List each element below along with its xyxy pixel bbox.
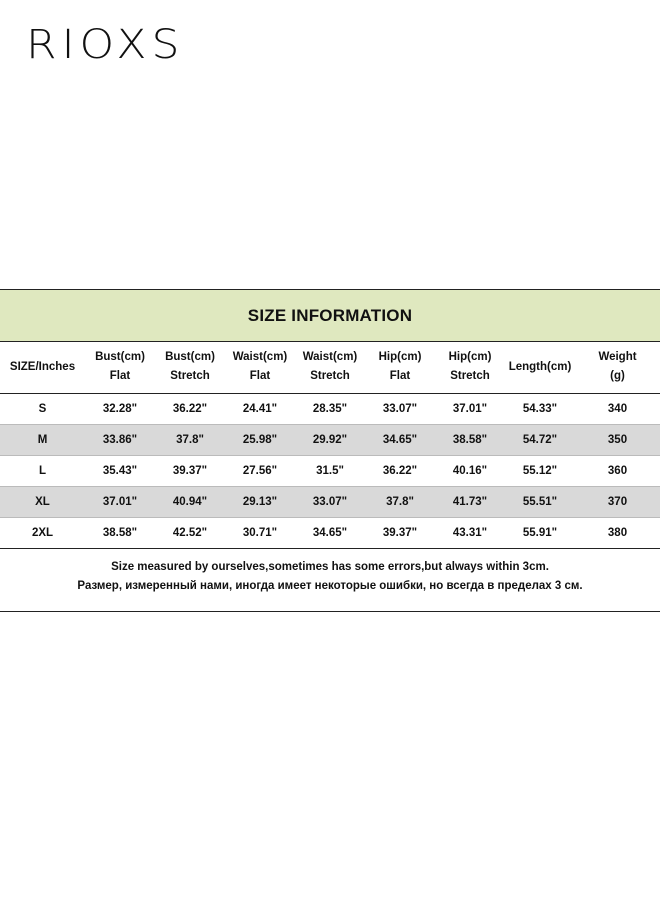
table-body: [0, 393, 660, 548]
table-cell: 33.86": [102, 433, 138, 446]
column-header: [225, 342, 295, 393]
table-cell: 29.92": [312, 433, 348, 446]
table-cell: 380: [607, 526, 628, 539]
table-cell: 40.94": [172, 495, 208, 508]
table-row: [0, 486, 660, 517]
size-label-cell: M: [37, 433, 48, 446]
column-header: [295, 342, 365, 393]
table-cell: 34.65": [312, 526, 348, 539]
column-header-subline: Flat: [109, 370, 131, 383]
column-header-subline: (g): [610, 370, 625, 383]
table-cell: 38.58": [102, 526, 138, 539]
column-header-line: SIZE/Inches: [9, 360, 76, 373]
column-header-line: Waist(cm): [232, 351, 288, 364]
column-header: [85, 342, 155, 393]
table-cell: 34.65": [382, 433, 418, 446]
table-cell: 55.91": [522, 526, 558, 539]
table-row: [0, 424, 660, 455]
column-header-line: Hip(cm): [448, 351, 492, 364]
table-row: [0, 455, 660, 486]
table-cell: 24.41": [242, 402, 278, 415]
column-header-line: Length(cm): [508, 360, 572, 373]
table-header-row: [0, 342, 660, 393]
column-header-subline: Stretch: [310, 370, 350, 383]
size-chart-title: SIZE INFORMATION: [247, 305, 413, 325]
note-russian: Размер, измеренный нами, иногда имеет некоторые ошибки, но всегда в пределах 3 см.: [77, 579, 583, 592]
column-header: [365, 342, 435, 393]
table-cell: 42.52": [172, 526, 208, 539]
table-cell: 370: [607, 495, 628, 508]
column-header-subline: Stretch: [170, 370, 210, 383]
column-header-line: Bust(cm): [95, 351, 145, 364]
table-cell: 37.01": [102, 495, 138, 508]
column-header-subline: Flat: [389, 370, 411, 383]
table-cell: 36.22": [172, 402, 208, 415]
table-cell: 31.5": [316, 464, 344, 477]
column-header-line: Bust(cm): [165, 351, 215, 364]
size-label-cell: 2XL: [31, 526, 54, 539]
column-header: [155, 342, 225, 393]
table-cell: 41.73": [452, 495, 488, 508]
column-header: [505, 342, 575, 393]
table-cell: 55.51": [522, 495, 558, 508]
table-row: [0, 393, 660, 424]
size-label-cell: S: [38, 402, 47, 415]
size-chart: [0, 289, 660, 612]
table-cell: 38.58": [452, 433, 488, 446]
size-label-cell: L: [38, 464, 47, 477]
table-cell: 29.13": [242, 495, 278, 508]
table-cell: 350: [607, 433, 628, 446]
column-header-line: Waist(cm): [302, 351, 358, 364]
size-notes: [0, 549, 660, 596]
column-header-subline: Stretch: [450, 370, 490, 383]
column-header: [435, 342, 505, 393]
brand-logo: RIOXS: [26, 21, 185, 68]
table-cell: 40.16": [452, 464, 488, 477]
table-cell: 39.37": [382, 526, 418, 539]
table-row: [0, 517, 660, 548]
table-cell: 39.37": [172, 464, 208, 477]
table-cell: 32.28": [102, 402, 138, 415]
column-header-line: Hip(cm): [378, 351, 422, 364]
table-cell: 340: [607, 402, 628, 415]
column-header-line: Weight: [598, 351, 637, 364]
table-cell: 25.98": [242, 433, 278, 446]
note-english: Size measured by ourselves,sometimes has some errors,but always within 3cm.: [111, 560, 549, 573]
column-header: [575, 342, 660, 393]
table-cell: 37.01": [452, 402, 488, 415]
column-header-subline: Flat: [249, 370, 271, 383]
size-label-cell: XL: [35, 495, 50, 508]
table-cell: 33.07": [312, 495, 348, 508]
table-cell: 37.8": [386, 495, 414, 508]
table-cell: 55.12": [522, 464, 558, 477]
table-cell: 360: [607, 464, 628, 477]
table-cell: 30.71": [242, 526, 278, 539]
table-cell: 37.8": [176, 433, 204, 446]
table-cell: 54.72": [522, 433, 558, 446]
size-table: [0, 342, 660, 549]
table-cell: 35.43": [102, 464, 138, 477]
size-chart-banner: [0, 290, 660, 342]
column-header: [0, 342, 85, 393]
table-cell: 54.33": [522, 402, 558, 415]
table-cell: 33.07": [382, 402, 418, 415]
table-cell: 27.56": [242, 464, 278, 477]
table-cell: 28.35": [312, 402, 348, 415]
table-cell: 36.22": [382, 464, 418, 477]
table-cell: 43.31": [452, 526, 488, 539]
